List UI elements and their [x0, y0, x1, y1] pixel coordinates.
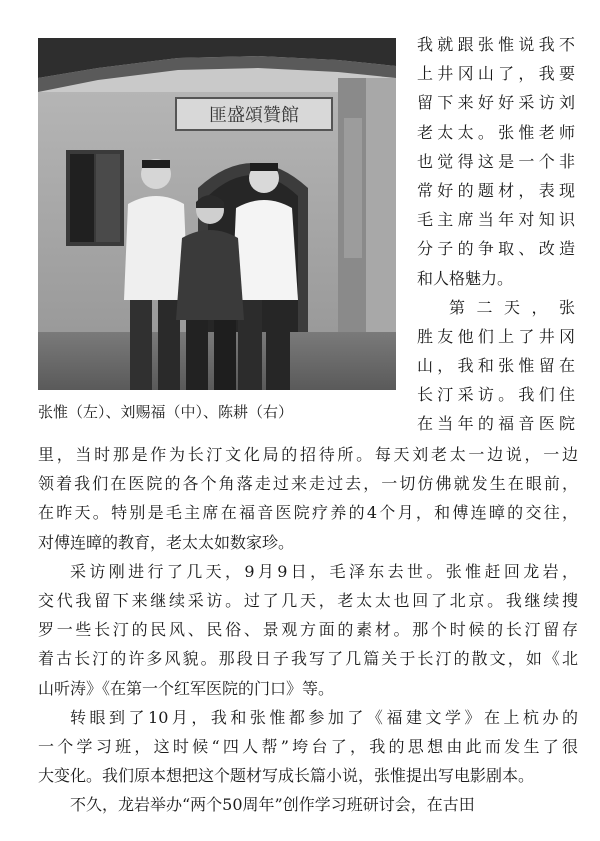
text-line: 交代我留下来继续采访。过了几天，老太太也回了北京。我继续搜	[38, 590, 578, 610]
paragraph-2-continued	[38, 440, 578, 557]
text-line: 也觉得这是一个非	[417, 151, 575, 171]
paragraph-2	[417, 293, 575, 439]
text-line: 山听涛》《在第一个红军医院的门口》等。	[38, 678, 335, 698]
text-line: 一个学习班，这时候“四人帮”垮台了，我的思想由此而发生了很	[38, 736, 578, 756]
text-line: 长汀采访。我们住	[417, 385, 575, 405]
paragraph-5	[38, 790, 578, 819]
text-line: 里，当时那是作为长汀文化局的招待所。每天刘老太一边说，一边	[38, 445, 578, 464]
text-line: 和人格魅力。	[417, 268, 514, 288]
text-line: 对傅连暲的教育，老太太如数家珍。	[38, 532, 295, 552]
sign-text: 匪盛頌贊館	[209, 105, 299, 126]
text-line: 领着我们在医院的各个角落走过来走过去，一切仿佛就发生在眼前，	[38, 474, 578, 494]
text-line: 上井冈山了，我要	[417, 64, 575, 84]
text-line: 在当年的福音医院	[417, 414, 575, 434]
text-line: 转眼到了10月，我和张惟都参加了《福建文学》在上杭办的	[70, 707, 578, 727]
paragraph-4	[38, 703, 578, 791]
paragraph-1	[417, 30, 575, 293]
text-line: 第二天，张	[449, 297, 575, 317]
photo-illustration	[38, 38, 396, 390]
text-line: 留下来好好采访刘	[417, 93, 575, 113]
text-line: 分子的争取、改造	[417, 239, 575, 259]
text-line: 胜友他们上了井冈	[417, 326, 575, 346]
text-line: 在昨天。特别是毛主席在福音医院疗养的4个月，和傅连暲的交往，	[38, 503, 578, 523]
text-line: 老太太。张惟老师	[417, 122, 575, 142]
text-line: 毛主席当年对知识	[417, 210, 575, 230]
text-line: 常好的题材，表现	[417, 180, 575, 200]
text-line: 我就跟张惟说我不	[417, 35, 575, 54]
text-line: 大变化。我们原本想把这个题材写成长篇小说，张惟提出写电影剧本。	[38, 766, 535, 786]
side-column	[417, 30, 575, 439]
photo-caption: 张惟（左）、刘赐福（中）、陈耕（右）	[38, 403, 294, 421]
text-line: 山，我和张惟留在	[417, 356, 575, 376]
text-line: 着古长汀的许多风貌。那段日子我写了几篇关于长汀的散文，如《北	[38, 649, 578, 669]
text-line: 罗一些长汀的民风、民俗、景观方面的素材。那个时候的长汀留存	[38, 620, 578, 640]
historical-photo	[38, 38, 396, 390]
paragraph-3	[38, 557, 578, 703]
text-line: 不久，龙岩举办“两个50周年”创作学习班研讨会，在古田	[70, 795, 475, 815]
text-line: 采访刚进行了几天，9月9日，毛泽东去世。张惟赶回龙岩，	[70, 561, 578, 581]
body-text	[38, 440, 578, 819]
